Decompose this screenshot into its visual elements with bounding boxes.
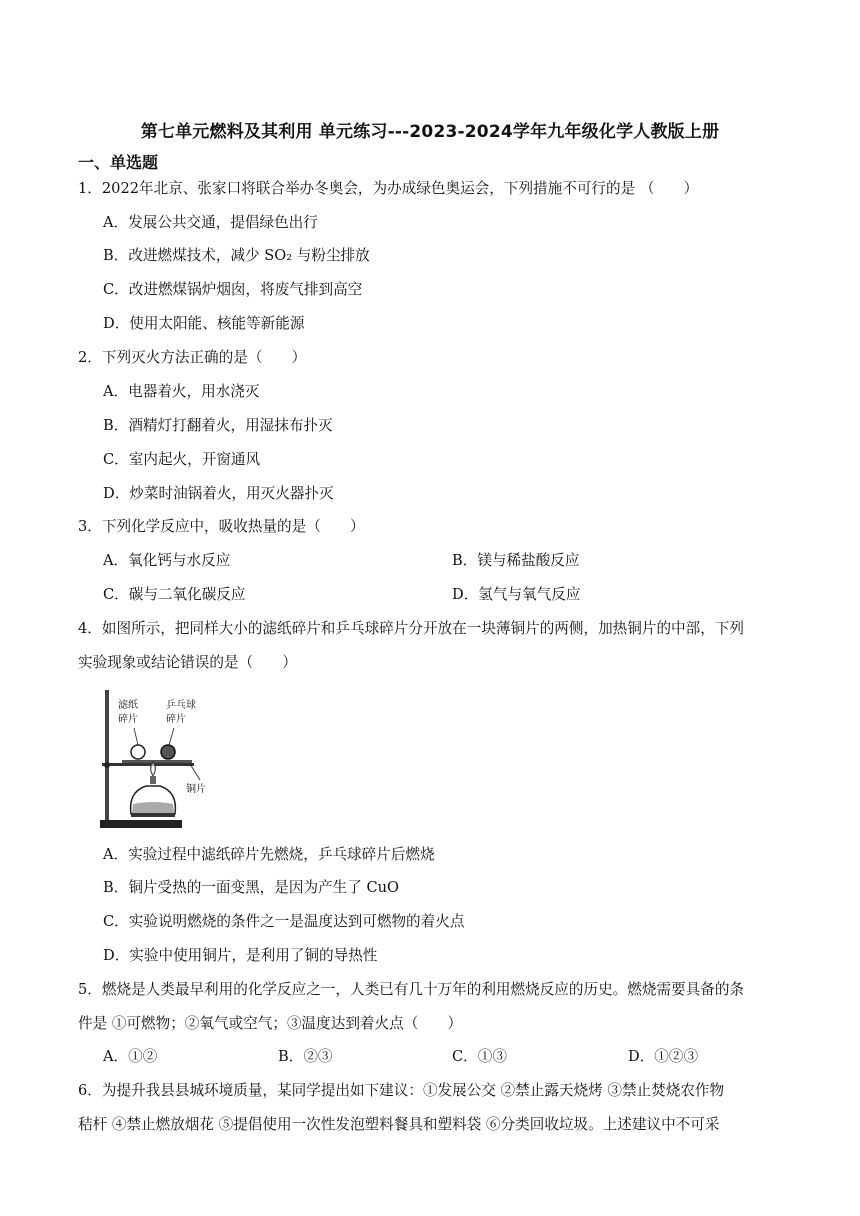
- question-2-stem: 2．下列灭火方法正确的是（ ）: [78, 349, 307, 366]
- clamp-arm: [102, 763, 194, 766]
- question-5-option-a: A．①②: [103, 1048, 158, 1065]
- label-pingpong-line2: 碎片: [166, 714, 186, 725]
- question-3-option-b: B．镁与稀盐酸反应: [452, 552, 580, 569]
- question-3-option-d: D．氢气与氧气反应: [452, 586, 581, 603]
- question-5-stem-line-1: 5．燃烧是人类最早利用的化学反应之一，人类已有几十万年的利用燃烧反应的历史。燃烧需要具备的条: [78, 981, 745, 998]
- question-4-option-d: D．实验中使用铜片，是利用了铜的导热性: [103, 947, 378, 964]
- question-5-option-d: D．①②③: [628, 1048, 699, 1065]
- question-3-option-a: A．氧化钙与水反应: [103, 552, 231, 569]
- question-3-option-c: C．碳与二氧化碳反应: [103, 586, 246, 603]
- document-title: 第七单元燃料及其利用 单元练习---2023-2024学年九年级化学人教版上册: [140, 122, 720, 142]
- iron-stand-rod: [105, 690, 109, 821]
- question-5-option-c: C．①③: [452, 1048, 507, 1065]
- copper-sheet: [122, 760, 192, 763]
- question-4-option-b: B．铜片受热的一面变黑，是因为产生了 CuO: [103, 879, 399, 896]
- lamp-wick: [150, 776, 156, 784]
- question-1-stem: 1．2022年北京、张家口将联合举办冬奥会，为办成绿色奥运会，下列措施不可行的是 （ ）: [78, 180, 699, 197]
- question-5-option-b: B．②③: [278, 1048, 333, 1065]
- filter-paper-piece: [131, 745, 145, 759]
- question-2-option-d: D．炒菜时油锅着火，用灭火器扑灭: [103, 485, 334, 502]
- question-1-option-d: D．使用太阳能、核能等新能源: [103, 315, 305, 332]
- question-2-option-c: C．室内起火，开窗通风: [103, 451, 261, 468]
- question-2-option-a: A．电器着火，用水浇灭: [103, 383, 260, 400]
- iron-stand-base: [100, 820, 182, 828]
- question-5-stem-line-2: 件是 ①可燃物；②氧气或空气；③温度达到着火点（ ）: [78, 1015, 463, 1032]
- combustion-experiment-figure: [98, 688, 210, 831]
- label-filter-paper-line2: 碎片: [118, 714, 138, 725]
- question-4-option-a: A．实验过程中滤纸碎片先燃烧，乒乓球碎片后燃烧: [103, 846, 435, 863]
- question-6-stem-line-1: 6．为提升我县县城环境质量，某同学提出如下建议：①发展公交 ②禁止露天烧烤 ③禁止焚烧农作物: [78, 1082, 725, 1099]
- label-filter-paper-line1: 滤纸: [118, 700, 138, 711]
- question-1-option-c: C．改进燃煤锅炉烟囱，将废气排到高空: [103, 281, 363, 298]
- label-copper: 铜片: [186, 784, 206, 795]
- pingpong-piece: [161, 745, 175, 759]
- question-4-stem-line-1: 4．如图所示，把同样大小的滤纸碎片和乒乓球碎片分开放在一块薄铜片的两侧，加热铜片的中部，下列: [78, 620, 745, 637]
- label-pingpong-line1: 乒乓球: [166, 700, 196, 711]
- question-1-option-b: B．改进燃煤技术，减少 SO₂ 与粉尘排放: [103, 247, 370, 264]
- section-heading: 一、单选题: [78, 153, 159, 172]
- question-4-stem-line-2: 实验现象或结论错误的是（ ）: [78, 654, 297, 671]
- question-2-option-b: B．酒精灯打翻着火，用湿抹布扑灭: [103, 417, 333, 434]
- question-1-option-a: A．发展公共交通，提倡绿色出行: [103, 214, 318, 231]
- question-6-stem-line-2: 秸杆 ④禁止燃放烟花 ⑤提倡使用一次性发泡塑料餐具和塑料袋 ⑥分类回收垃圾。上述建议中不可采: [78, 1116, 720, 1133]
- question-3-stem: 3．下列化学反应中，吸收热量的是（ ）: [78, 518, 365, 535]
- question-4-option-c: C．实验说明燃烧的条件之一是温度达到可燃物的着火点: [103, 913, 465, 930]
